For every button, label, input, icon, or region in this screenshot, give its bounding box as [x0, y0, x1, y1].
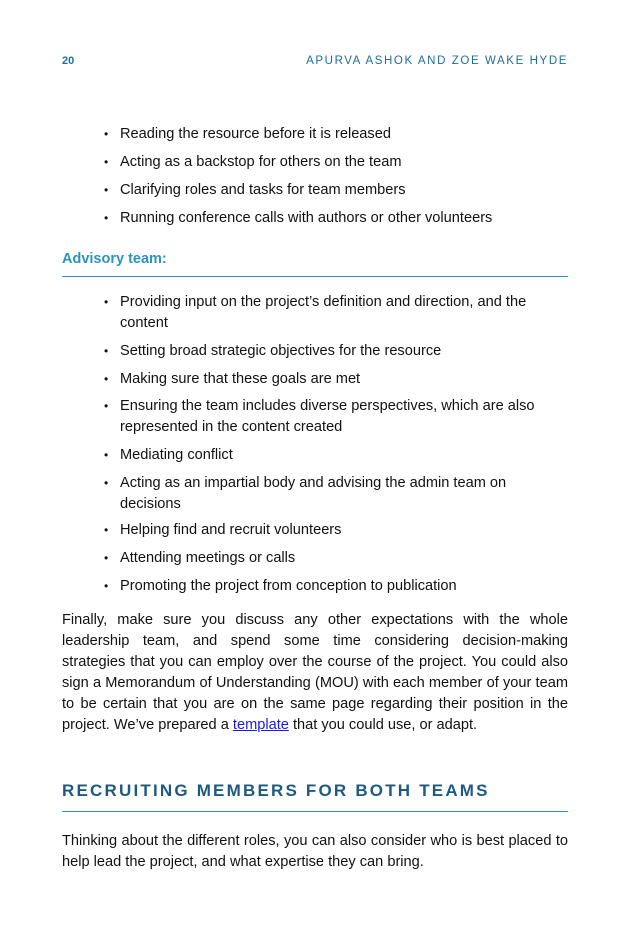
list-item: • Providing input on the project’s definition and direction, and the content: [120, 292, 566, 334]
list-item: • Running conference calls with authors or other volunteers: [120, 208, 566, 229]
section-divider: [62, 811, 568, 812]
list-item: • Acting as a backstop for others on the team: [120, 152, 566, 173]
paragraph-text: that you could use, or adapt.: [288, 717, 478, 733]
list-item: • Attending meetings or calls: [120, 548, 566, 569]
closing-paragraph: [62, 610, 568, 736]
section-title: RECRUITING MEMBERS FOR BOTH TEAMS: [62, 781, 490, 800]
list-item: • Clarifying roles and tasks for team members: [120, 180, 566, 201]
heading-divider: [62, 276, 568, 277]
paragraph-text: Finally, make sure you discuss any other expectations with the whole leadership team, and spend some time considering decision-making strategies that you can employ over the course of the project. You could also sign a Memorandum of Understanding (MOU) with each member of your team to be certain that you are on the same page regarding their position in the project. We’ve prepared a: [62, 612, 568, 733]
list-item: • Setting broad strategic objectives for the resource: [120, 341, 566, 362]
page-number: 20: [62, 55, 75, 67]
list-item: • Mediating conflict: [120, 445, 566, 466]
list-item: • Acting as an impartial body and advising the admin team on decisions: [120, 473, 566, 515]
list-item: • Ensuring the team includes diverse perspectives, which are also represented in the content created: [120, 396, 566, 438]
template-link[interactable]: template: [232, 717, 289, 733]
list-item: • Promoting the project from conception to publication: [120, 576, 566, 597]
advisory-team-heading: Advisory team:: [62, 251, 167, 267]
list-item: • Helping find and recruit volunteers: [120, 520, 566, 541]
list-item: • Reading the resource before it is released: [120, 124, 566, 145]
section-paragraph: Thinking about the different roles, you can also consider who is best placed to help lead the project, and what expertise they can bring.: [62, 833, 568, 870]
page-header: [62, 55, 568, 71]
running-head: APURVA ASHOK AND ZOE WAKE HYDE: [306, 55, 568, 67]
list-item: • Making sure that these goals are met: [120, 369, 566, 390]
